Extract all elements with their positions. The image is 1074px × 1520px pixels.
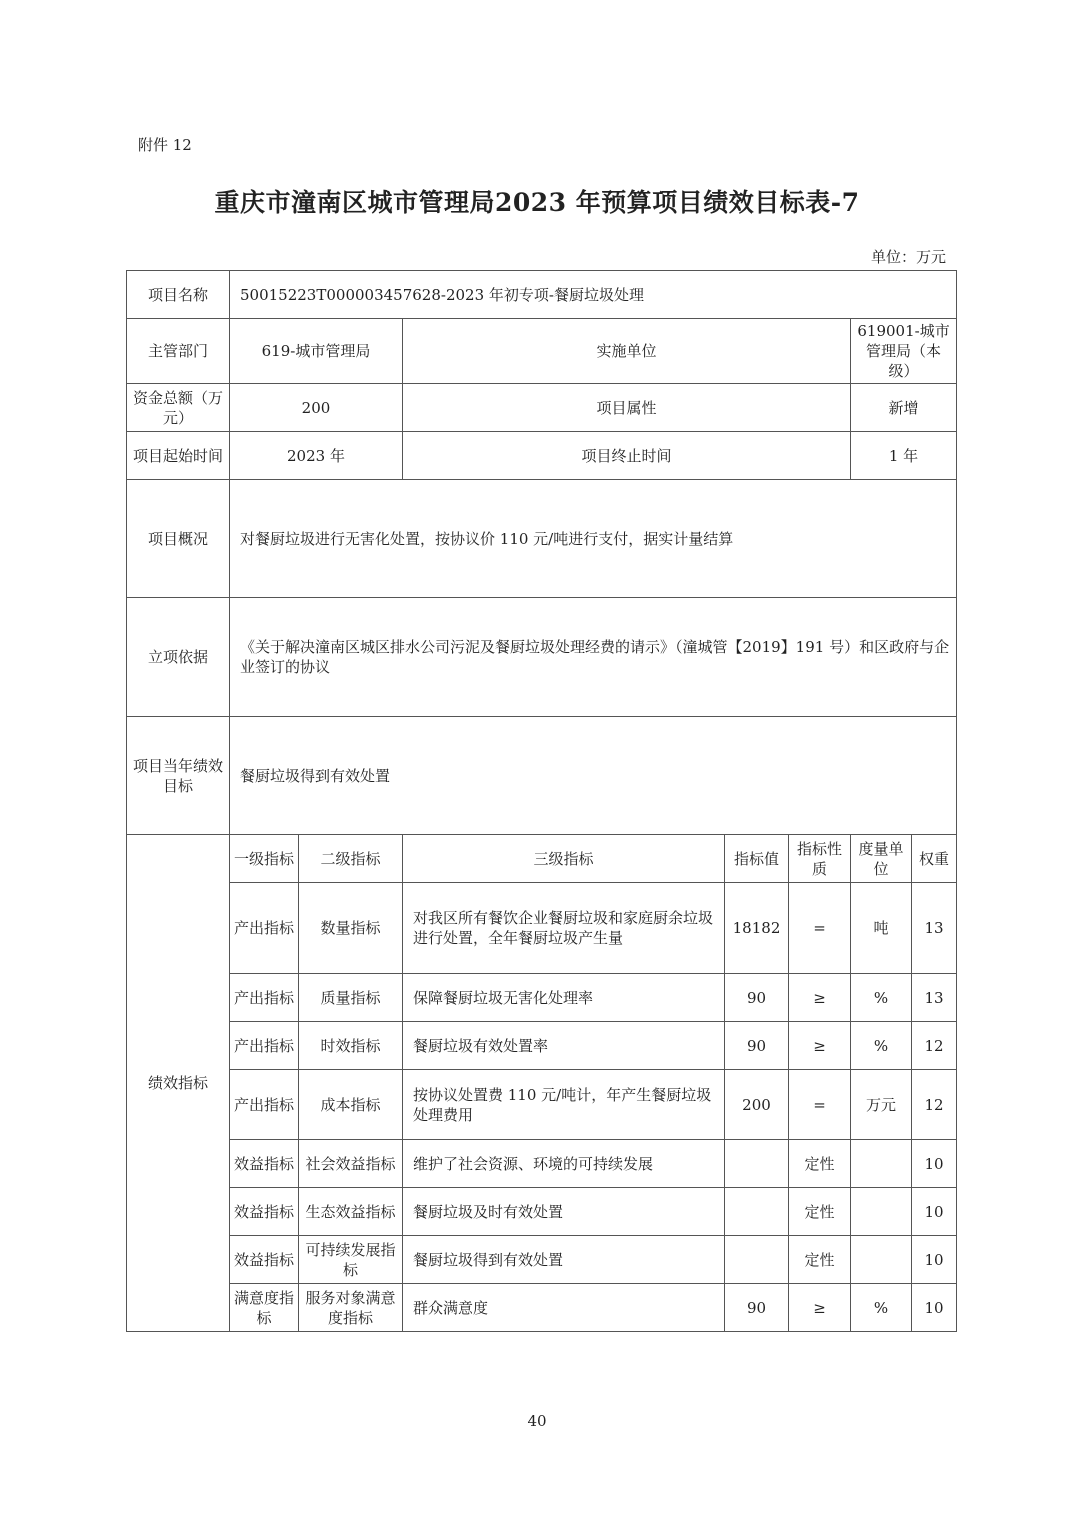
l2-cell: 服务对象满意度指标: [299, 1284, 403, 1332]
indicator-row: [127, 1188, 957, 1236]
funds-label: 资金总额（万元）: [127, 384, 230, 432]
indicator-row: [127, 1236, 957, 1284]
l3-cell: 群众满意度: [403, 1284, 725, 1332]
row-goal: [127, 717, 957, 835]
header-l1: 一级指标: [230, 835, 299, 883]
overview-label: 项目概况: [127, 480, 230, 598]
basis-label: 立项依据: [127, 598, 230, 717]
header-unit: 度量单位: [851, 835, 912, 883]
l1-cell: 效益指标: [230, 1188, 299, 1236]
start-label: 项目起始时间: [127, 432, 230, 480]
header-l3: 三级指标: [403, 835, 725, 883]
unit-cell: %: [851, 1284, 912, 1332]
basis-value: 《关于解决潼南区城区排水公司污泥及餐厨垃圾处理经费的请示》（潼城管【2019】191 号）和区政府与企业签订的协议: [230, 598, 957, 717]
nature-cell: ≥: [789, 974, 851, 1022]
indicator-row: [127, 883, 957, 974]
l1-cell: 产出指标: [230, 1022, 299, 1070]
l3-cell: 按协议处置费 110 元/吨计，年产生餐厨垃圾处理费用: [403, 1070, 725, 1140]
header-l2: 二级指标: [299, 835, 403, 883]
project-name-label: 项目名称: [127, 271, 230, 319]
header-value: 指标值: [725, 835, 789, 883]
unit-cell: [851, 1236, 912, 1284]
row-project-name: [127, 271, 957, 319]
unit-cell: %: [851, 1022, 912, 1070]
l2-cell: 可持续发展指标: [299, 1236, 403, 1284]
weight-cell: 13: [912, 974, 957, 1022]
performance-table: [126, 270, 957, 1332]
row-time: [127, 432, 957, 480]
indicator-row: [127, 1284, 957, 1332]
page-number: 40: [527, 1412, 547, 1430]
l2-cell: 社会效益指标: [299, 1140, 403, 1188]
l2-cell: 质量指标: [299, 974, 403, 1022]
l3-cell: 餐厨垃圾得到有效处置: [403, 1236, 725, 1284]
weight-cell: 12: [912, 1070, 957, 1140]
nature-cell: ≥: [789, 1022, 851, 1070]
row-overview: [127, 480, 957, 598]
overview-value: 对餐厨垃圾进行无害化处置，按协议价 110 元/吨进行支付，据实计量结算: [230, 480, 957, 598]
start-value: 2023 年: [230, 432, 403, 480]
weight-cell: 10: [912, 1236, 957, 1284]
impl-label: 实施单位: [403, 319, 851, 384]
indicators-section-label: 绩效指标: [127, 835, 230, 1332]
l1-cell: 满意度指标: [230, 1284, 299, 1332]
project-name-value: 50015223T000003457628-2023 年初专项-餐厨垃圾处理: [230, 271, 957, 319]
value-cell: 18182: [725, 883, 789, 974]
indicator-row: [127, 1140, 957, 1188]
nature-cell: =: [789, 1070, 851, 1140]
weight-cell: 13: [912, 883, 957, 974]
dept-value: 619-城市管理局: [230, 319, 403, 384]
l2-cell: 时效指标: [299, 1022, 403, 1070]
unit-label: 单位：万元: [870, 248, 946, 266]
l3-cell: 餐厨垃圾及时有效处置: [403, 1188, 725, 1236]
unit-cell: %: [851, 974, 912, 1022]
weight-cell: 10: [912, 1140, 957, 1188]
nature-cell: 定性: [789, 1236, 851, 1284]
row-funds: [127, 384, 957, 432]
l1-cell: 产出指标: [230, 1070, 299, 1140]
value-cell: 200: [725, 1070, 789, 1140]
nature-cell: =: [789, 883, 851, 974]
l3-cell: 对我区所有餐饮企业餐厨垃圾和家庭厨余垃圾进行处置，全年餐厨垃圾产生量: [403, 883, 725, 974]
unit-cell: 吨: [851, 883, 912, 974]
attr-value: 新增: [851, 384, 957, 432]
weight-cell: 12: [912, 1022, 957, 1070]
unit-cell: [851, 1140, 912, 1188]
goal-value: 餐厨垃圾得到有效处置: [230, 717, 957, 835]
nature-cell: 定性: [789, 1140, 851, 1188]
l2-cell: 数量指标: [299, 883, 403, 974]
indicator-row: [127, 974, 957, 1022]
header-weight: 权重: [912, 835, 957, 883]
weight-cell: 10: [912, 1188, 957, 1236]
unit-cell: [851, 1188, 912, 1236]
nature-cell: 定性: [789, 1188, 851, 1236]
value-cell: [725, 1140, 789, 1188]
nature-cell: ≥: [789, 1284, 851, 1332]
attr-label: 项目属性: [403, 384, 851, 432]
funds-value: 200: [230, 384, 403, 432]
row-basis: [127, 598, 957, 717]
l1-cell: 效益指标: [230, 1236, 299, 1284]
impl-value: 619001-城市管理局（本级）: [851, 319, 957, 384]
value-cell: 90: [725, 1284, 789, 1332]
unit-cell: 万元: [851, 1070, 912, 1140]
page-title: 重庆市潼南区城市管理局2023 年预算项目绩效目标表-7: [214, 188, 860, 217]
weight-cell: 10: [912, 1284, 957, 1332]
attachment-label: 附件 12: [138, 136, 192, 154]
value-cell: [725, 1188, 789, 1236]
indicator-row: [127, 1022, 957, 1070]
indicator-header-row: [127, 835, 957, 883]
header-nature: 指标性质: [789, 835, 851, 883]
goal-label: 项目当年绩效目标: [127, 717, 230, 835]
dept-label: 主管部门: [127, 319, 230, 384]
l3-cell: 维护了社会资源、环境的可持续发展: [403, 1140, 725, 1188]
value-cell: [725, 1236, 789, 1284]
l1-cell: 产出指标: [230, 883, 299, 974]
indicator-row: [127, 1070, 957, 1140]
l2-cell: 成本指标: [299, 1070, 403, 1140]
row-dept: [127, 319, 957, 384]
l1-cell: 产出指标: [230, 974, 299, 1022]
value-cell: 90: [725, 1022, 789, 1070]
value-cell: 90: [725, 974, 789, 1022]
end-label: 项目终止时间: [403, 432, 851, 480]
l2-cell: 生态效益指标: [299, 1188, 403, 1236]
end-value: 1 年: [851, 432, 957, 480]
l3-cell: 保障餐厨垃圾无害化处理率: [403, 974, 725, 1022]
l1-cell: 效益指标: [230, 1140, 299, 1188]
l3-cell: 餐厨垃圾有效处置率: [403, 1022, 725, 1070]
